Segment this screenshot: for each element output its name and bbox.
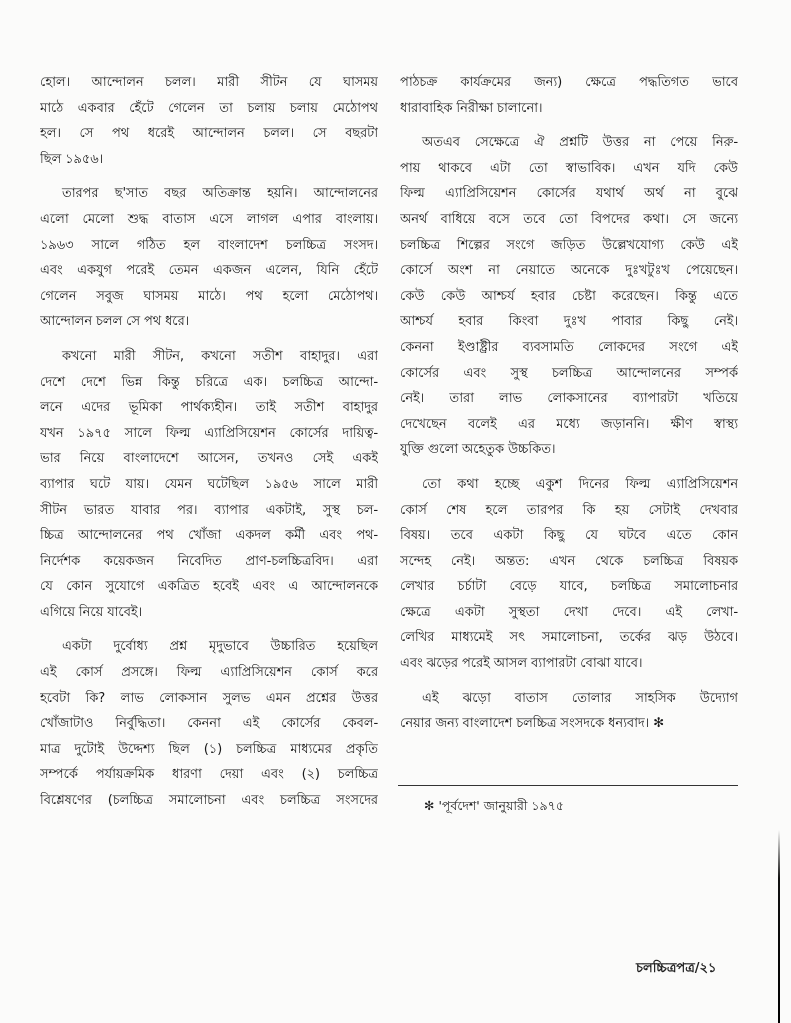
text-line: ধারাবাহিক নিরীক্ষা চালানো। [400, 100, 543, 116]
paragraph-gap [400, 463, 738, 472]
text-line: পায় থাকবে এটা তো স্বাভাবিক। এখন যদি কেউ [400, 160, 738, 176]
text-line: খোঁজাটাও নির্বুদ্ধিতা। কেননা এই কোর্সের কেবল- [40, 716, 378, 732]
text-line: ফিল্ম এ্যাপ্রিসিয়েশন কোর্সের যথার্থ অর্থ না বুঝে [400, 186, 738, 202]
text-line: এই ঝড়ো বাতাস তোলার সাহসিক উদ্যোগ [422, 690, 738, 706]
text-line: হোল। আন্দোলন চলল। মারী সীটন যে ঘাসময় [40, 75, 378, 90]
text-line: তারপর ছ'সাত বছর অতিক্রান্ত হয়নি। আন্দোলনের [62, 186, 378, 202]
text-line: ক্ষেত্রে একটা সুস্থতা দেখা দেবে। এই লেখা- [400, 604, 738, 620]
text-line: যখন ১৯৭৫ সালে ফিল্ম এ্যাপ্রিসিয়েশন কোর্সের দায়িত্ব- [40, 425, 378, 441]
text-line: সন্দেহ নেই। অন্তত: এখন থেকে চলচ্চিত্র বিষয়ক [400, 553, 738, 569]
paragraph [400, 130, 738, 463]
text-line: লনে এদের ভূমিকা পার্থক্যহীন। তাই সতীশ বাহাদুর [40, 400, 378, 416]
text-line: এলো মেলো শুদ্ধ বাতাস এসে লাগল এপার বাংলায়। [40, 211, 378, 227]
text-line: কোর্সের এবং সুস্থ চলচ্চিত্র আন্দোলনের সম্পর্ক [400, 365, 738, 381]
text-line: নেয়ার জন্য বাংলাদেশ চলচ্চিত্র সংসদকে ধন্যবাদ। ✻ [400, 716, 664, 732]
paragraph-gap [40, 335, 378, 344]
footnote-divider [398, 785, 738, 786]
paragraph-gap [400, 677, 738, 686]
text-line: একটা দুর্বোধ্য প্রশ্ন মৃদুভাবে উচ্চারিত হয়েছিল [62, 639, 378, 655]
text-line: যুক্তি গুলো অহেতুক উচ্চকিত। [400, 442, 556, 458]
text-line: কোর্সে অংশ না নেয়াতে অনেকে দুঃখটুঃখ পেয়েছেন। [400, 263, 738, 279]
paragraph [400, 70, 738, 121]
paragraph [40, 70, 378, 172]
text-line: এবং একযুগ পরেই তেমন একজন এলেন, যিনি হেঁটে [40, 263, 378, 279]
text-line: সীটন ভারত যাবার পর। ব্যাপার একটাই, সুস্থ চল- [40, 502, 378, 518]
page-edge-line [778, 830, 780, 1023]
text-line: চ্চিত্র আন্দোলনের পথ খোঁজা একদল কর্মী এবং পথ- [40, 528, 378, 544]
text-line: ব্যাপার ঘটে যায়। যেমন ঘটেছিল ১৯৫৬ সালে মারী [40, 476, 378, 492]
text-line: দেখেছেন বলেই এর মধ্যে জড়াননি। ক্ষীণ স্বাস্থ্য [400, 416, 738, 432]
text-line: হল। সে পথ ধরেই আন্দোলন চলল। সে বছরটা [40, 126, 378, 142]
text-line: তো কথা হচ্ছে একুশ দিনের ফিল্ম এ্যাপ্রিসিয়েশন [422, 476, 738, 492]
text-line: দেশে দেশে ভিন্ন কিন্তু চরিত্রে এক। চলচ্চিত্র আন্দো- [40, 374, 378, 390]
text-line: কেননা ইণ্ডাষ্ট্রীর ব্যবসামতি লোকদের সংগে এই [400, 339, 738, 355]
left-column [40, 70, 378, 814]
text-line: যে কোন সুযোগে একত্রিত হবেই এবং এ আন্দোলনকে [40, 579, 378, 595]
text-line: আন্দোলন চলল সে পথ ধরে। [40, 314, 190, 330]
text-line: মাঠে একবার হেঁটে গেলেন তা চলায় চলায় মেঠোপথ [40, 100, 378, 116]
paragraph [400, 686, 738, 737]
right-column [400, 70, 738, 737]
text-line: নির্দেশক কয়েকজন নিবেদিত প্রাণ-চলচ্চিত্রবিদ। এরা [40, 553, 378, 569]
text-line: কখনো মারী সীটন, কখনো সতীশ বাহাদুর। এরা [62, 348, 378, 364]
paragraph [400, 472, 738, 677]
text-line: এই কোর্স প্রসঙ্গে। ফিল্ম এ্যাপ্রিসিয়েশন কোর্স করে [40, 665, 378, 681]
paragraph [40, 634, 378, 813]
text-line: পাঠচক্র কার্যক্রমের জন্য) ক্ষেত্রে পদ্ধতিগত ভাবে [400, 75, 738, 90]
footnote: ✻ 'পূর্বদেশ' জানুয়ারী ১৯৭৫ [424, 798, 564, 813]
text-line: ১৯৬৩ সালে গঠিত হল বাংলাদেশ চলচ্চিত্র সংসদ। [40, 237, 378, 253]
text-line: গেলেন সবুজ ঘাসময় মাঠে। পথ হলো মেঠোপথ। [40, 288, 378, 304]
text-line: লেখার চর্চাটা বেড়ে যাবে, চলচ্চিত্র সমালোচনার [400, 579, 738, 595]
page-folio: চলচ্চিত্রপত্র/২১ [636, 961, 717, 976]
text-line: ভার নিয়ে বাংলাদেশে আসেন, তখনও সেই একই [40, 451, 378, 467]
text-line: চলচ্চিত্র শিল্পের সংগে জড়িত উল্লেখযোগ্য কেউ এই [400, 237, 738, 253]
text-line: কোর্স শেষ হলে তারপর কি হয় সেটাই দেখবার [400, 502, 738, 518]
text-line: কেউ কেউ আশ্চর্য হবার চেষ্টা করেছেন। কিন্তু এতে [400, 288, 738, 304]
paragraph-gap [40, 625, 378, 634]
text-line: ছিল ১৯৫৬। [40, 151, 104, 167]
text-line: হবেটা কি? লাভ লোকসান সুলভ এমন প্রশ্নের উত্তর [40, 690, 378, 706]
text-line: নেই। তারা লাভ লোকসানের ব্যাপারটা খতিয়ে [400, 391, 738, 407]
paragraph-gap [40, 172, 378, 181]
text-line: অতএব সেক্ষেত্রে ঐ প্রশ্নটি উত্তর না পেয়ে নিরু- [422, 135, 738, 151]
text-line: অনর্থ বাধিয়ে বসে তবে তো বিপদের কথা। সে জন্যে [400, 211, 738, 227]
text-line: এবং ঝড়ের পরেই আসল ব্যাপারটা বোঝা যাবে। [400, 656, 643, 672]
text-line: আশ্চর্য হবার কিংবা দুঃখ পাবার কিছু নেই। [400, 314, 738, 330]
text-line: মাত্র দুটোই উদ্দেশ্য ছিল (১) চলচ্চিত্র মাধ্যমের প্রকৃতি [40, 741, 378, 757]
paragraph-gap [400, 121, 738, 130]
text-line: এগিয়ে নিয়ে যাবেই। [40, 604, 143, 620]
text-line: লেখির মাধ্যমেই সৎ সমালোচনা, তর্কের ঝড় উঠবে। [400, 630, 738, 646]
paragraph [40, 344, 378, 626]
text-line: বিশ্লেষণের (চলচ্চিত্র সমালোচনা এবং চলচ্চিত্র সংসদের [40, 793, 378, 809]
text-line: সম্পর্কে পর্যায়ক্রমিক ধারণা দেয়া এবং (২) চলচ্চিত্র [40, 767, 378, 783]
text-line: বিষয়। তবে একটা কিছু যে ঘটবে এতে কোন [400, 528, 738, 544]
paragraph [40, 181, 378, 335]
